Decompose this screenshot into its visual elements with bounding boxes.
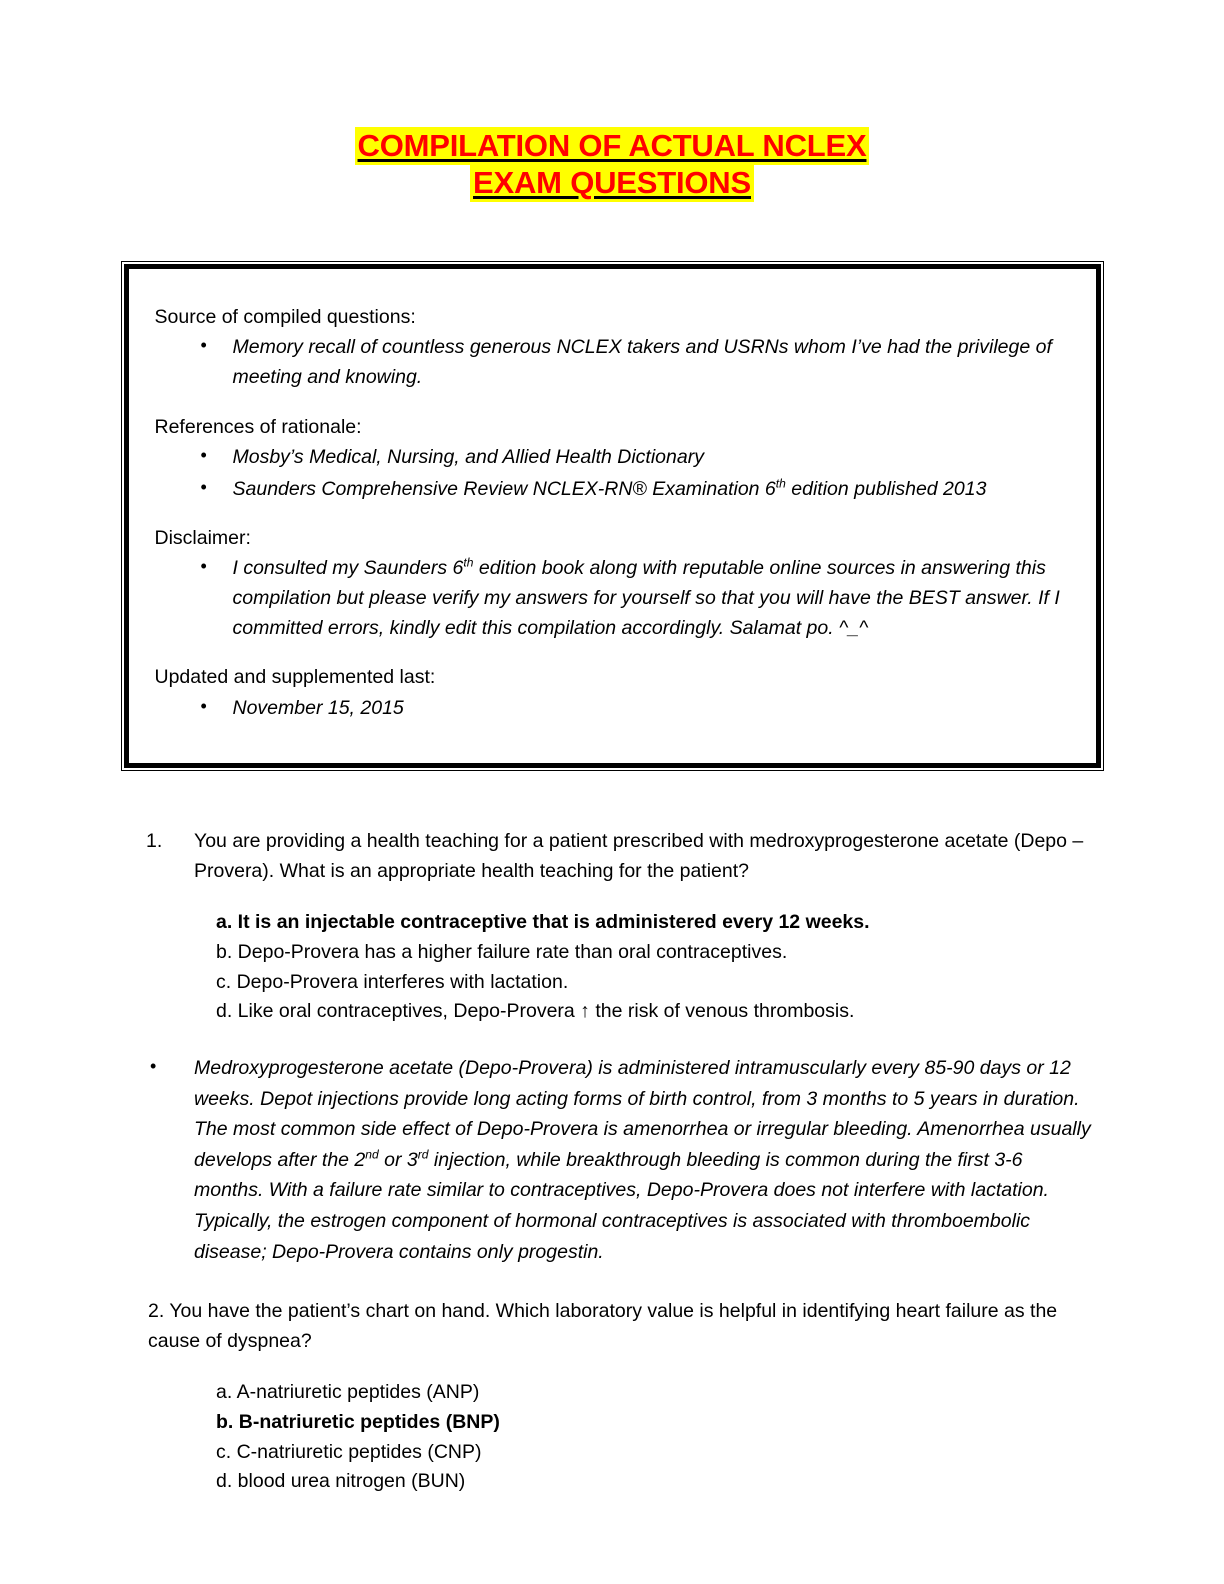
disclaimer-text-before: I consulted my Saunders 6 [232,557,464,580]
ref-superscript: th [775,476,786,491]
info-heading-source: Source of compiled questions: [154,306,416,329]
option-a[interactable]: a. It is an injectable contraceptive that is administered every 12 weeks. [216,911,870,934]
info-group-updated [155,663,1070,723]
question-1-options [132,908,1092,1027]
question-1 [132,827,1092,1267]
question-1-rationale [132,1053,1092,1267]
info-list-source [155,333,1070,392]
section-spacer [132,1267,1092,1297]
info-group-disclaimer [155,524,1070,643]
list-item [155,554,1070,643]
list-item: • November 15, 2015 [155,694,1070,724]
question-2-stem: 2. You have the patient’s chart on hand. Which laboratory value is helpful in identifying heart failure as the cause of dyspnea? [148,1300,1058,1352]
question-1-number: 1. [146,830,163,853]
option-c[interactable]: c. C-natriuretic peptides (CNP) [216,1440,482,1463]
title-line-2-text: EXAM QUESTIONS [470,164,754,202]
rationale-part-3: injection, while breakthrough bleeding is common during the first 3-6 months. With a failure rate similar to contraceptives, Depo-Provera does not interfere with lactation. Typically, the estrogen component of hormonal contraceptives is associated with thromboembolic disease; Depo-Provera contains only progestin. [194,1148,1049,1263]
rationale-superscript-rd: rd [417,1147,429,1162]
title-line-1 [0,128,1224,165]
info-list-updated [155,694,1070,724]
page-title [0,128,1224,201]
option-d[interactable]: d. blood urea nitrogen (BUN) [216,1470,466,1493]
rationale-part-2: or 3 [378,1148,418,1171]
option-a[interactable]: a. A-natriuretic peptides (ANP) [216,1381,480,1404]
question-1-stem [146,827,1092,886]
info-list-disclaimer [155,554,1070,643]
rationale-text [146,1053,1092,1267]
info-heading-references: References of rationale: [154,415,362,438]
info-list-references [155,443,1070,504]
option-b[interactable]: b. B-natriuretic peptides (BNP) [216,1411,500,1434]
rationale-part-1: Medroxyprogesterone acetate (Depo-Provera) is administered intramuscularly every 85-90 days or 12 weeks. Depot injections provide long acting forms of birth control, from 3 months to 5 years in duration. The most common side effect of Depo-Provera is amenorrhea or irregular bleeding. Amenorrhea usually develops after the 2 [194,1056,1091,1171]
info-box-outline [121,261,1104,771]
questions-section [132,827,1092,1497]
rationale-superscript-nd: nd [365,1147,379,1162]
list-item: • Memory recall of countless generous NCLEX takers and USRNs whom I’ve had the privilege of meeting and knowing. [155,333,1070,392]
info-group-source [155,303,1070,393]
title-line-1-text: COMPILATION OF ACTUAL NCLEX [355,127,870,165]
list-item: • Mosby’s Medical, Nursing, and Allied Health Dictionary [155,443,1070,473]
question-1-text: You are providing a health teaching for a patient prescribed with medroxyprogesterone acetate (Depo – Provera). What is an appropriate health teaching for the patient? [194,830,1084,882]
question-2 [132,1297,1092,1497]
title-line-2 [0,165,1224,202]
option-d[interactable]: d. Like oral contraceptives, Depo-Provera ↑ the risk of venous thrombosis. [216,1000,855,1023]
ref-text-after: edition published 2013 [785,477,987,500]
info-heading-updated: Updated and supplemented last: [154,666,436,689]
question-2-options [132,1378,1092,1497]
ref-text-before: Saunders Comprehensive Review NCLEX-RN® Examination 6 [232,477,776,500]
disclaimer-text-after: edition book along with reputable online sources in answering this compilation but please verify my answers for yourself so that you will have the BEST answer. If I committed errors, kindly edit this compilation accordingly. Salamat po. ^_^ [232,557,1060,639]
option-c[interactable]: c. Depo-Provera interferes with lactation. [216,970,569,993]
disclaimer-superscript: th [463,555,474,570]
option-b[interactable]: b. Depo-Provera has a higher failure rate than oral contraceptives. [216,941,788,964]
info-group-references [155,413,1070,505]
info-box [124,264,1101,768]
list-item [155,475,1070,505]
info-heading-disclaimer: Disclaimer: [154,527,251,550]
